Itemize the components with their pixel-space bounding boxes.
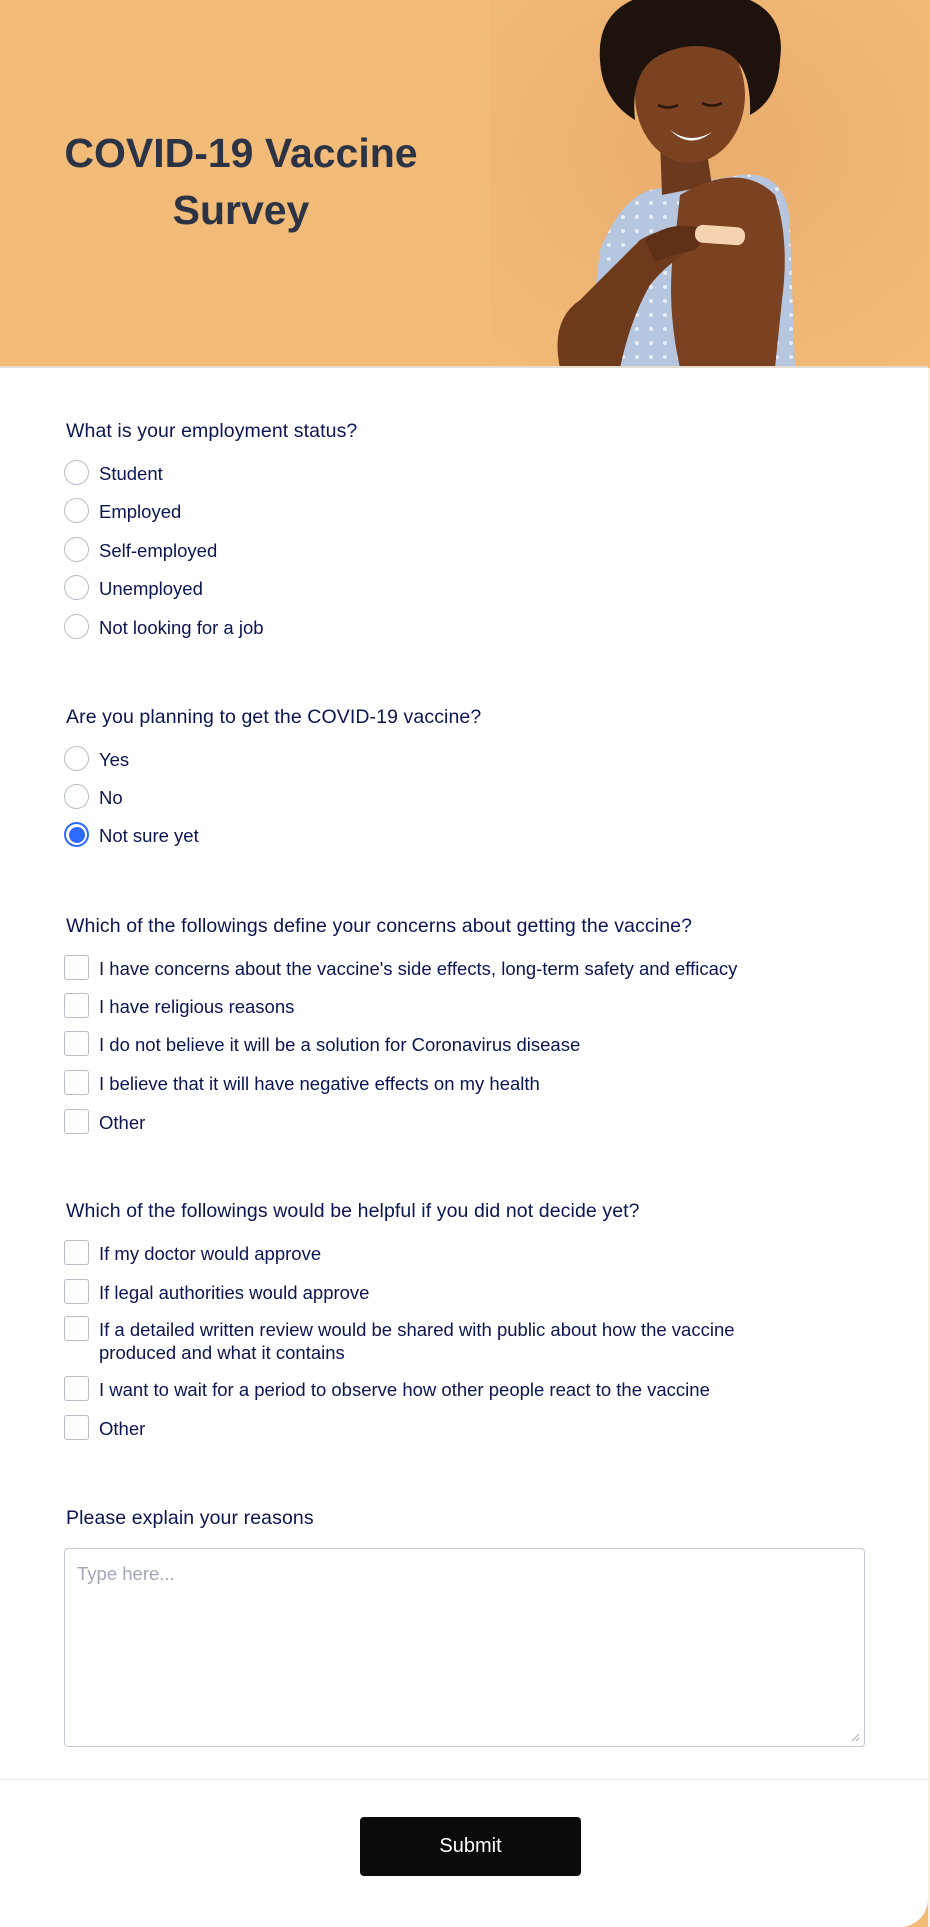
question-employment-status [66,420,886,638]
option-label: I have concerns about the vaccine's side effects, long-term safety and efficacy [99,958,738,979]
checkbox[interactable] [64,1279,89,1304]
radio-button[interactable] [64,460,89,485]
checkbox[interactable] [64,1415,89,1440]
checkbox-option-wait-observe[interactable] [64,1378,710,1401]
question-vaccine-plan [66,706,886,846]
checkbox[interactable] [64,1376,89,1401]
option-label: If a detailed written review would be shared with public about how the vaccine produced and what it contains [99,1319,735,1363]
option-label: I have religious reasons [99,996,295,1017]
checkbox-option-other[interactable] [64,1111,145,1134]
question-helpful-factors [66,1200,886,1439]
option-label: Other [99,1418,146,1439]
checkbox[interactable] [64,1031,89,1056]
question-label: Are you planning to get the COVID-19 vaccine? [66,706,482,728]
checkbox-option-negative-health[interactable] [64,1072,540,1095]
checkbox[interactable] [64,1070,89,1095]
question-explain-reasons [66,1507,886,1530]
radio-button[interactable] [64,746,89,771]
form-title-line-1: COVID-19 Vaccine [64,130,418,176]
radio-option-not-sure[interactable] [64,824,199,847]
hero-image [490,0,928,368]
option-label: I believe that it will have negative effects on my health [99,1073,540,1094]
checkbox-option-legal-authorities[interactable] [64,1281,369,1304]
radio-option-student[interactable] [64,462,163,485]
radio-option-employed[interactable] [64,500,181,523]
question-concerns [66,915,886,1133]
radio-option-self-employed[interactable] [64,539,217,562]
footer-divider [0,1779,928,1780]
checkbox[interactable] [64,1316,89,1341]
option-label: I want to wait for a period to observe how other people react to the vaccine [99,1379,710,1400]
radio-option-not-looking[interactable] [64,616,264,639]
checkbox-option-written-review[interactable] [64,1318,804,1364]
option-label: Not looking for a job [99,617,264,638]
option-label: Student [99,463,163,484]
option-label: Employed [99,501,182,522]
question-label: What is your employment status? [66,420,358,442]
option-label: I do not believe it will be a solution for Coronavirus disease [99,1034,581,1055]
checkbox[interactable] [64,1240,89,1265]
option-label: Other [99,1112,146,1133]
radio-option-no[interactable] [64,786,123,809]
option-label: Not sure yet [99,825,199,846]
radio-button-selected[interactable] [64,822,89,847]
option-label: No [99,787,123,808]
checkbox[interactable] [64,1109,89,1134]
checkbox[interactable] [64,955,89,980]
form-title-line-2: Survey [172,187,310,233]
form-title [40,125,442,239]
submit-button[interactable]: Submit [360,1817,581,1876]
question-label: Which of the followings define your concerns about getting the vaccine? [66,915,693,937]
checkbox-option-doctor[interactable] [64,1242,321,1265]
option-label: Yes [99,749,130,770]
radio-button[interactable] [64,614,89,639]
radio-option-unemployed[interactable] [64,577,203,600]
checkbox[interactable] [64,993,89,1018]
radio-button[interactable] [64,537,89,562]
checkbox-option-not-solution[interactable] [64,1033,580,1056]
resize-handle-icon[interactable] [850,1732,860,1742]
checkbox-option-side-effects[interactable] [64,957,737,980]
reasons-textarea-container [64,1548,865,1747]
question-label: Please explain your reasons [66,1507,314,1529]
checkbox-option-religious[interactable] [64,995,294,1018]
form-header-banner [0,0,928,368]
radio-button[interactable] [64,575,89,600]
checkbox-option-other[interactable] [64,1417,145,1440]
option-label: If my doctor would approve [99,1243,322,1264]
question-label: Which of the followings would be helpful if you did not decide yet? [66,1200,640,1222]
option-label: Unemployed [99,578,203,599]
radio-option-yes[interactable] [64,748,129,771]
radio-button[interactable] [64,498,89,523]
option-label: If legal authorities would approve [99,1282,370,1303]
reasons-textarea[interactable] [65,1549,864,1746]
radio-button[interactable] [64,784,89,809]
option-label: Self-employed [99,540,218,561]
